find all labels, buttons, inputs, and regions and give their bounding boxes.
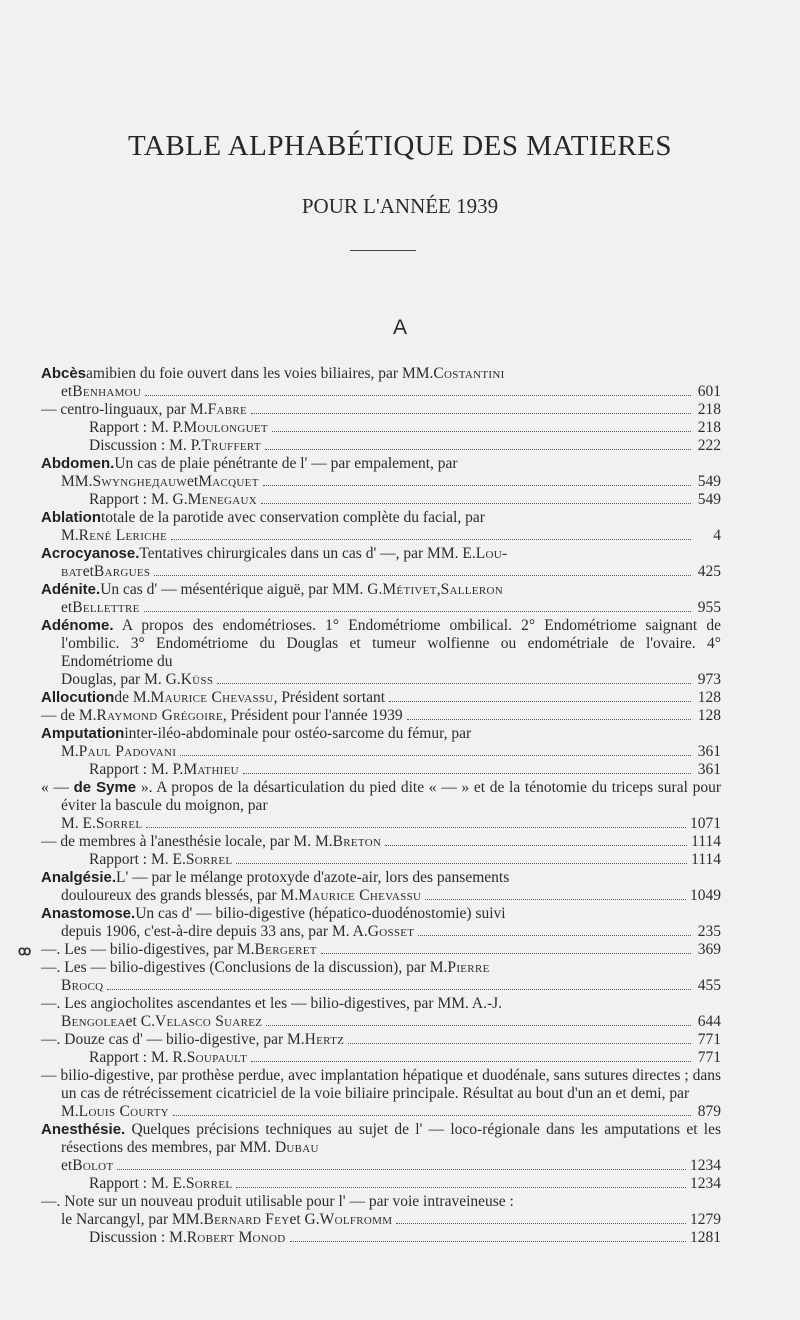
dot-leader	[217, 683, 691, 684]
entry-line	[41, 887, 721, 905]
entry-text: L' — par le mélange protoxyde d'azote-air, lors des pansements	[116, 869, 510, 886]
page-number: 771	[697, 1031, 721, 1048]
author-name: Bolot	[72, 1157, 114, 1174]
entry-text: , Président sortant	[273, 689, 386, 706]
author-name: René Leriche	[78, 527, 168, 544]
entry-text: Un cas d' — mésentérique aiguë, par MM. G.	[100, 581, 383, 598]
entry-text: et	[82, 563, 94, 580]
entry-text: amibien du foie ouvert dans les voies biliaires, par MM.	[86, 365, 434, 382]
entry-keyword: Adénite.	[41, 581, 101, 598]
author-name: Métivet	[382, 581, 437, 598]
page-number: 361	[697, 743, 721, 760]
page-number: 644	[697, 1013, 721, 1030]
author-name: Velasco Suarez	[154, 1013, 263, 1030]
index-entry	[41, 1031, 721, 1049]
author-name: Robert Monod	[186, 1229, 286, 1246]
entry-text: —. Les — bilio-digestives (Conclusions de la discussion), par M.	[41, 959, 448, 976]
entry-line	[41, 1067, 721, 1103]
entry-keyword: Acrocyanose.	[41, 545, 140, 562]
page-number: 369	[697, 941, 721, 958]
index-entry	[41, 581, 721, 599]
entry-text: Rapport : M. E.	[89, 851, 186, 868]
page-number: 1234	[690, 1157, 721, 1174]
dot-leader	[265, 449, 691, 450]
index-entry	[41, 689, 721, 707]
entry-text: Douglas, par M. G.	[61, 671, 181, 688]
author-name: Wolfromm	[319, 1211, 393, 1228]
dot-leader	[173, 1115, 691, 1116]
dot-leader	[266, 1025, 691, 1026]
entry-line	[41, 383, 721, 401]
index-entry	[41, 905, 721, 923]
page-number: 879	[697, 1103, 721, 1120]
entry-line	[41, 599, 721, 617]
index-entry	[41, 401, 721, 419]
dot-leader	[145, 395, 691, 396]
entry-line	[41, 779, 721, 815]
author-name: Hertz	[304, 1031, 345, 1048]
entry-text: Rapport : M. R.	[89, 1049, 187, 1066]
author-name: bat	[61, 563, 83, 580]
index-entry	[41, 1193, 721, 1211]
author-name: Maurice Chevassu	[150, 689, 274, 706]
page-number: 361	[697, 761, 721, 778]
dot-leader	[146, 827, 686, 828]
author-name: Sorrel	[185, 851, 233, 868]
index-entry	[41, 437, 721, 455]
author-name: Maurice Chevassu	[298, 887, 422, 904]
index-entry	[41, 707, 721, 725]
entry-keyword: Adénome.	[41, 617, 114, 634]
entry-text: Un cas de plaie pénétrante de l' — par empalement, par	[114, 455, 458, 472]
entry-line	[41, 1211, 721, 1229]
page-number: 1049	[690, 887, 721, 904]
page-number: 455	[697, 977, 721, 994]
index-entries	[41, 365, 721, 1247]
author-name: Fabre	[207, 401, 248, 418]
entry-text: et G.	[289, 1211, 320, 1228]
index-entry	[41, 419, 721, 437]
page-number: 425	[697, 563, 721, 580]
page-number: 218	[697, 401, 721, 418]
author-name: Swyngheдauw	[92, 473, 188, 490]
page-number: 222	[697, 437, 721, 454]
author-name: Breton	[332, 833, 382, 850]
dot-leader	[290, 1241, 686, 1242]
page-number: 601	[697, 383, 721, 400]
index-entry	[41, 1067, 721, 1121]
author-name: Menegaux	[187, 491, 257, 508]
dot-leader	[107, 989, 691, 990]
author-name: Sorrel	[185, 1175, 233, 1192]
entry-text: Quelques précisions techniques au sujet de l' — loco-régionale dans les amputations et les résections des membres, par MM.	[61, 1121, 721, 1156]
margin-annotation: ꝏ	[18, 943, 32, 958]
page-number: 549	[697, 491, 721, 508]
page-number: 218	[697, 419, 721, 436]
author-name: Costantini	[433, 365, 505, 382]
page-number: 128	[697, 689, 721, 706]
dot-leader	[321, 953, 691, 954]
entry-text: de M.	[114, 689, 151, 706]
dot-leader	[385, 845, 687, 846]
dot-leader	[117, 1169, 686, 1170]
index-entry	[41, 491, 721, 509]
dot-leader	[272, 431, 691, 432]
entry-line	[41, 473, 721, 491]
dot-leader	[418, 935, 691, 936]
entry-line	[41, 563, 721, 581]
author-name: Bengolea	[61, 1013, 126, 1030]
index-entry	[41, 1175, 721, 1193]
entry-line	[41, 527, 721, 545]
page-number: 1234	[690, 1175, 721, 1192]
entry-text: M.	[61, 527, 79, 544]
entry-text: le Narcangyl, par MM.	[61, 1211, 204, 1228]
entry-text: —. Douze cas d' — bilio-digestive, par M.	[41, 1031, 305, 1048]
author-name: Truffert	[201, 437, 261, 454]
index-entry	[41, 509, 721, 527]
entry-text: — bilio-digestive, par prothèse perdue, avec implantation hépatique et duodénale, sans sutures directes ; dans un cas de rétrécissement cicatriciel de la voie biliaire principale. Résultat au bout d'un an et demi, par	[41, 1067, 721, 1102]
entry-line	[41, 1121, 721, 1157]
entry-text: M. E.	[61, 815, 96, 832]
index-entry	[41, 455, 721, 473]
entry-text: ,	[436, 581, 441, 598]
entry-keyword: Abdomen.	[41, 455, 115, 472]
page-number: 1281	[690, 1229, 721, 1246]
entry-keyword: Anesthésie.	[41, 1121, 126, 1138]
dot-leader	[236, 863, 687, 864]
entry-line	[41, 671, 721, 689]
author-name: Bargues	[93, 563, 151, 580]
entry-line	[41, 977, 721, 995]
author-name: Salleron	[440, 581, 503, 598]
index-entry	[41, 1229, 721, 1247]
entry-text: et	[61, 599, 73, 616]
dot-leader	[263, 485, 691, 486]
title-divider	[350, 250, 416, 251]
page-number: 1071	[690, 815, 721, 832]
entry-line	[41, 1157, 721, 1175]
entry-text: inter-iléo-abdominale pour ostéo-sarcome du fémur, par	[124, 725, 472, 742]
dot-leader	[236, 1187, 686, 1188]
index-entry	[41, 869, 721, 887]
index-entry	[41, 959, 721, 977]
dot-leader	[171, 539, 691, 540]
entry-text: totale de la parotide avec conservation complète du facial, par	[101, 509, 485, 526]
page-subtitle: POUR L'ANNÉE 1939	[301, 194, 499, 218]
page-title: TABLE ALPHABÉTIQUE DES MATIERES	[127, 130, 673, 162]
entry-line	[41, 815, 721, 833]
dot-leader	[261, 503, 691, 504]
entry-line	[41, 617, 721, 671]
section-letter: A	[392, 316, 407, 339]
entry-text: Un cas d' — bilio-digestive (hépatico-duodénostomie) suivi	[135, 905, 506, 922]
dot-leader	[348, 1043, 691, 1044]
entry-text: —. Les — bilio-digestives, par M.	[41, 941, 255, 958]
entry-text: — de membres à l'anesthésie locale, par M. M.	[41, 833, 333, 850]
author-name: Gosset	[367, 923, 415, 940]
index-entry	[41, 941, 721, 959]
dot-leader	[396, 1223, 686, 1224]
entry-line	[41, 1013, 721, 1031]
author-name: Mathieu	[183, 761, 239, 778]
entry-keyword: Amputation	[41, 725, 125, 742]
author-name: Raymond Grégoire	[96, 707, 223, 724]
entry-text: et C.	[125, 1013, 155, 1030]
entry-text: ». A propos de la désarticulation du pied dite « — » et de la ténotomie du triceps sural pour éviter la bascule du moignon, par	[61, 779, 721, 814]
author-name: Küss	[180, 671, 214, 688]
page-number: 128	[697, 707, 721, 724]
page-number: 1279	[690, 1211, 721, 1228]
author-name: Pierre	[447, 959, 490, 976]
entry-text: MM.	[61, 473, 93, 490]
dot-leader	[389, 701, 691, 702]
entry-text: —. Note sur un nouveau produit utilisable pour l' — par voie intraveineuse :	[41, 1193, 514, 1210]
page-number: 4	[713, 527, 721, 544]
entry-keyword: Abcès	[41, 365, 87, 382]
author-name: Sorrel	[95, 815, 143, 832]
entry-text: douloureux des grands blessés, par M.	[61, 887, 299, 904]
entry-line	[41, 365, 721, 383]
author-name: Bergeret	[254, 941, 317, 958]
index-entry	[41, 365, 721, 401]
author-name: Brocq	[61, 977, 104, 994]
page-number: 549	[697, 473, 721, 490]
page-number: 1114	[691, 851, 721, 868]
author-name: Bellettre	[72, 599, 140, 616]
author-name: Paul Padovani	[78, 743, 177, 760]
index-entry	[41, 1121, 721, 1175]
dot-leader	[251, 1061, 691, 1062]
index-entry	[41, 779, 721, 833]
entry-text: A propos des endométrioses. 1° Endométriome ombilical. 2° Endométriome saignant de l'ombilic. 3° Endométriome du Douglas et tumeur wolfienne ou endométriale de l'ovaire. 4° Endométriome du	[61, 617, 721, 670]
author-name: Bernard Fey	[203, 1211, 290, 1228]
entry-text: M.	[61, 743, 79, 760]
dot-leader	[144, 611, 691, 612]
dot-leader	[180, 755, 691, 756]
index-entry	[41, 995, 721, 1013]
page-number: 955	[697, 599, 721, 616]
entry-keyword: de Syme	[73, 779, 137, 796]
index-entry	[41, 545, 721, 563]
index-entry	[41, 851, 721, 869]
entry-text: Rapport : M. G.	[89, 491, 188, 508]
entry-text: —. Les angiocholites ascendantes et les — bilio-digestives, par MM. A.-J.	[41, 995, 503, 1012]
entry-text: Discussion : M.	[89, 1229, 187, 1246]
index-entry	[41, 833, 721, 851]
entry-text: , Président pour l'année 1939	[222, 707, 403, 724]
author-name: Benhamou	[72, 383, 142, 400]
entry-keyword: Analgésie.	[41, 869, 117, 886]
index-entry	[41, 617, 721, 689]
author-name: Moulonguet	[183, 419, 268, 436]
author-name: Macquet	[198, 473, 259, 490]
dot-leader	[243, 773, 691, 774]
entry-text: — de M.	[41, 707, 97, 724]
entry-text: « —	[41, 779, 74, 796]
entry-text: et	[61, 1157, 73, 1174]
entry-text: Discussion : M. P.	[89, 437, 202, 454]
entry-keyword: Allocution	[41, 689, 115, 706]
entry-text: M.	[61, 1103, 79, 1120]
entry-text: Rapport : M. E.	[89, 1175, 186, 1192]
page-number: 771	[697, 1049, 721, 1066]
entry-text: Rapport : M. P.	[89, 761, 184, 778]
page-number: 1114	[691, 833, 721, 850]
entry-line	[41, 743, 721, 761]
entry-text: Rapport : M. P.	[89, 419, 184, 436]
index-entry	[41, 725, 721, 743]
entry-text: depuis 1906, c'est-à-dire depuis 33 ans, par M. A.	[61, 923, 368, 940]
page-number: 973	[697, 671, 721, 688]
entry-text: Tentatives chirurgicales dans un cas d' —, par MM. E.	[139, 545, 476, 562]
page-number: 235	[697, 923, 721, 940]
author-name: Lou-	[475, 545, 508, 562]
entry-text: et	[187, 473, 199, 490]
entry-text: et	[61, 383, 73, 400]
author-name: Dubau	[274, 1139, 319, 1156]
index-entry	[41, 1049, 721, 1067]
entry-line	[41, 923, 721, 941]
author-name: Louis Courty	[78, 1103, 169, 1120]
dot-leader	[407, 719, 691, 720]
entry-text: — centro-linguaux, par M.	[41, 401, 208, 418]
dot-leader	[154, 575, 691, 576]
index-entry	[41, 761, 721, 779]
entry-keyword: Ablation	[41, 509, 101, 526]
entry-keyword: Anastomose.	[41, 905, 136, 922]
entry-line	[41, 1103, 721, 1121]
dot-leader	[425, 899, 686, 900]
author-name: Soupault	[186, 1049, 248, 1066]
dot-leader	[251, 413, 691, 414]
